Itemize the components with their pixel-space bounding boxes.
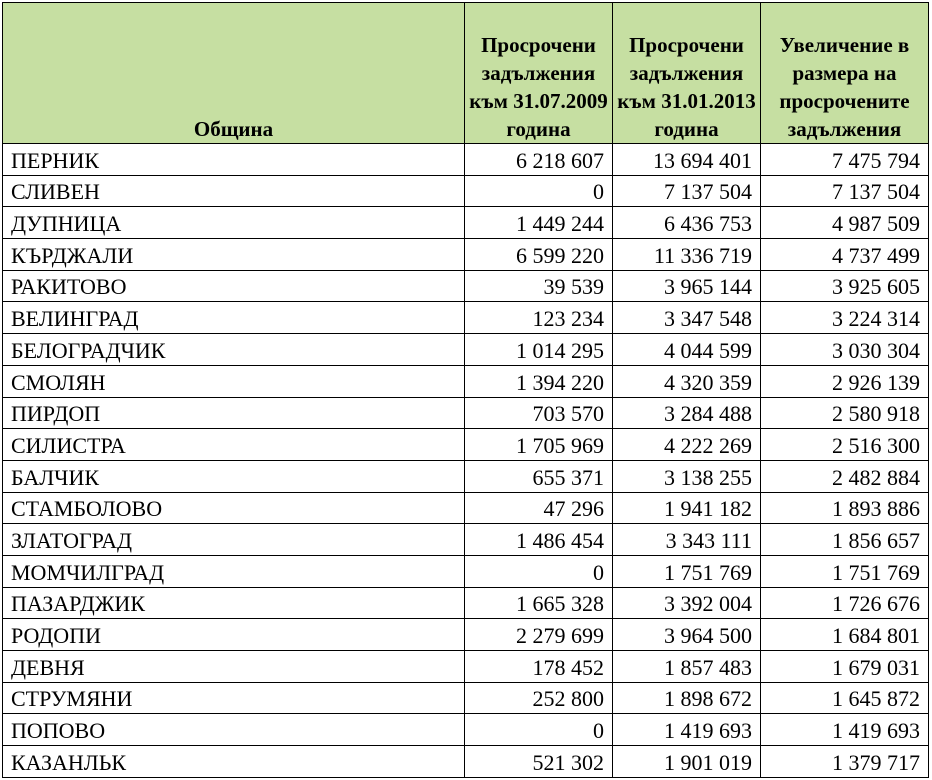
- table-row: [3, 239, 929, 271]
- header-debts-2009: Просрочени задължения към 31.07.2009 година: [465, 3, 613, 144]
- debts-2009-cell: 1 449 244: [465, 207, 613, 239]
- increase-cell: 2 580 918: [761, 397, 929, 429]
- overdue-debts-table: [2, 2, 929, 778]
- debts-2013-cell: 11 336 719: [613, 239, 761, 271]
- debts-2013-cell: 4 222 269: [613, 429, 761, 461]
- municipality-cell: СМОЛЯН: [3, 365, 465, 397]
- debts-2009-cell: 2 279 699: [465, 619, 613, 651]
- table-row: [3, 524, 929, 556]
- table-row: [3, 144, 929, 176]
- table-row: [3, 397, 929, 429]
- increase-cell: 3 030 304: [761, 334, 929, 366]
- municipality-cell: ВЕЛИНГРАД: [3, 302, 465, 334]
- table-row: [3, 207, 929, 239]
- debts-2013-cell: 3 284 488: [613, 397, 761, 429]
- municipality-cell: СТАМБОЛОВО: [3, 492, 465, 524]
- increase-cell: 1 679 031: [761, 651, 929, 683]
- debts-2009-cell: 0: [465, 175, 613, 207]
- increase-cell: 1 419 693: [761, 714, 929, 746]
- debts-2013-cell: 1 751 769: [613, 555, 761, 587]
- debts-2013-cell: 3 347 548: [613, 302, 761, 334]
- debts-2009-cell: 1 394 220: [465, 365, 613, 397]
- debts-2009-cell: 47 296: [465, 492, 613, 524]
- municipality-cell: ПОПОВО: [3, 714, 465, 746]
- increase-cell: 3 925 605: [761, 270, 929, 302]
- increase-cell: 1 645 872: [761, 682, 929, 714]
- table-row: [3, 429, 929, 461]
- header-debt-increase: Увеличение в размера на просрочените задължения: [761, 3, 929, 144]
- header-municipality: Община: [3, 3, 465, 144]
- debts-2013-cell: 1 941 182: [613, 492, 761, 524]
- table-row: [3, 651, 929, 683]
- increase-cell: 1 751 769: [761, 555, 929, 587]
- increase-cell: 1 379 717: [761, 746, 929, 778]
- municipality-cell: МОМЧИЛГРАД: [3, 555, 465, 587]
- increase-cell: 2 482 884: [761, 460, 929, 492]
- debts-2013-cell: 3 964 500: [613, 619, 761, 651]
- debts-2013-cell: 4 044 599: [613, 334, 761, 366]
- debts-2009-cell: 521 302: [465, 746, 613, 778]
- debts-2009-cell: 1 705 969: [465, 429, 613, 461]
- municipality-cell: РОДОПИ: [3, 619, 465, 651]
- debts-2009-cell: 655 371: [465, 460, 613, 492]
- increase-cell: 2 926 139: [761, 365, 929, 397]
- debts-2009-cell: 39 539: [465, 270, 613, 302]
- table-row: [3, 334, 929, 366]
- debts-2013-cell: 1 901 019: [613, 746, 761, 778]
- debts-2013-cell: 3 138 255: [613, 460, 761, 492]
- table-row: [3, 746, 929, 778]
- debts-2009-cell: 1 486 454: [465, 524, 613, 556]
- municipality-cell: БАЛЧИК: [3, 460, 465, 492]
- increase-cell: 1 726 676: [761, 587, 929, 619]
- table-row: [3, 365, 929, 397]
- increase-cell: 3 224 314: [761, 302, 929, 334]
- municipality-cell: ДЕВНЯ: [3, 651, 465, 683]
- municipality-cell: ПАЗАРДЖИК: [3, 587, 465, 619]
- debts-2009-cell: 123 234: [465, 302, 613, 334]
- header-row: [3, 3, 929, 144]
- debts-2013-cell: 6 436 753: [613, 207, 761, 239]
- increase-cell: 7 475 794: [761, 144, 929, 176]
- table-row: [3, 270, 929, 302]
- increase-cell: 4 987 509: [761, 207, 929, 239]
- municipality-cell: СИЛИСТРА: [3, 429, 465, 461]
- table-row: [3, 619, 929, 651]
- increase-cell: 2 516 300: [761, 429, 929, 461]
- header-debts-2013: Просрочени задължения към 31.01.2013 година: [613, 3, 761, 144]
- municipality-cell: ЗЛАТОГРАД: [3, 524, 465, 556]
- increase-cell: 1 893 886: [761, 492, 929, 524]
- debts-2013-cell: 3 392 004: [613, 587, 761, 619]
- municipality-cell: КАЗАНЛЬК: [3, 746, 465, 778]
- table-row: [3, 302, 929, 334]
- municipality-cell: ПЕРНИК: [3, 144, 465, 176]
- municipality-cell: ПИРДОП: [3, 397, 465, 429]
- debts-2013-cell: 3 965 144: [613, 270, 761, 302]
- increase-cell: 1 856 657: [761, 524, 929, 556]
- table-row: [3, 460, 929, 492]
- table-row: [3, 492, 929, 524]
- municipality-cell: ДУПНИЦА: [3, 207, 465, 239]
- debts-2013-cell: 1 857 483: [613, 651, 761, 683]
- debts-2013-cell: 1 419 693: [613, 714, 761, 746]
- debts-2013-cell: 4 320 359: [613, 365, 761, 397]
- municipality-cell: СТРУМЯНИ: [3, 682, 465, 714]
- debts-2013-cell: 3 343 111: [613, 524, 761, 556]
- table-row: [3, 682, 929, 714]
- debts-2009-cell: 178 452: [465, 651, 613, 683]
- municipality-cell: СЛИВЕН: [3, 175, 465, 207]
- debts-2009-cell: 1 014 295: [465, 334, 613, 366]
- debts-2009-cell: 6 218 607: [465, 144, 613, 176]
- debts-2009-cell: 0: [465, 714, 613, 746]
- debts-2009-cell: 252 800: [465, 682, 613, 714]
- debts-2009-cell: 6 599 220: [465, 239, 613, 271]
- debts-2013-cell: 1 898 672: [613, 682, 761, 714]
- debts-2009-cell: 1 665 328: [465, 587, 613, 619]
- debts-2009-cell: 0: [465, 555, 613, 587]
- increase-cell: 4 737 499: [761, 239, 929, 271]
- table-body: [3, 144, 929, 778]
- municipality-cell: КЪРДЖАЛИ: [3, 239, 465, 271]
- municipality-cell: РАКИТОВО: [3, 270, 465, 302]
- table-row: [3, 175, 929, 207]
- table-row: [3, 555, 929, 587]
- increase-cell: 1 684 801: [761, 619, 929, 651]
- table-row: [3, 714, 929, 746]
- debts-2013-cell: 13 694 401: [613, 144, 761, 176]
- table-header: [3, 3, 929, 144]
- debts-2013-cell: 7 137 504: [613, 175, 761, 207]
- table-row: [3, 587, 929, 619]
- debts-2009-cell: 703 570: [465, 397, 613, 429]
- municipality-cell: БЕЛОГРАДЧИК: [3, 334, 465, 366]
- increase-cell: 7 137 504: [761, 175, 929, 207]
